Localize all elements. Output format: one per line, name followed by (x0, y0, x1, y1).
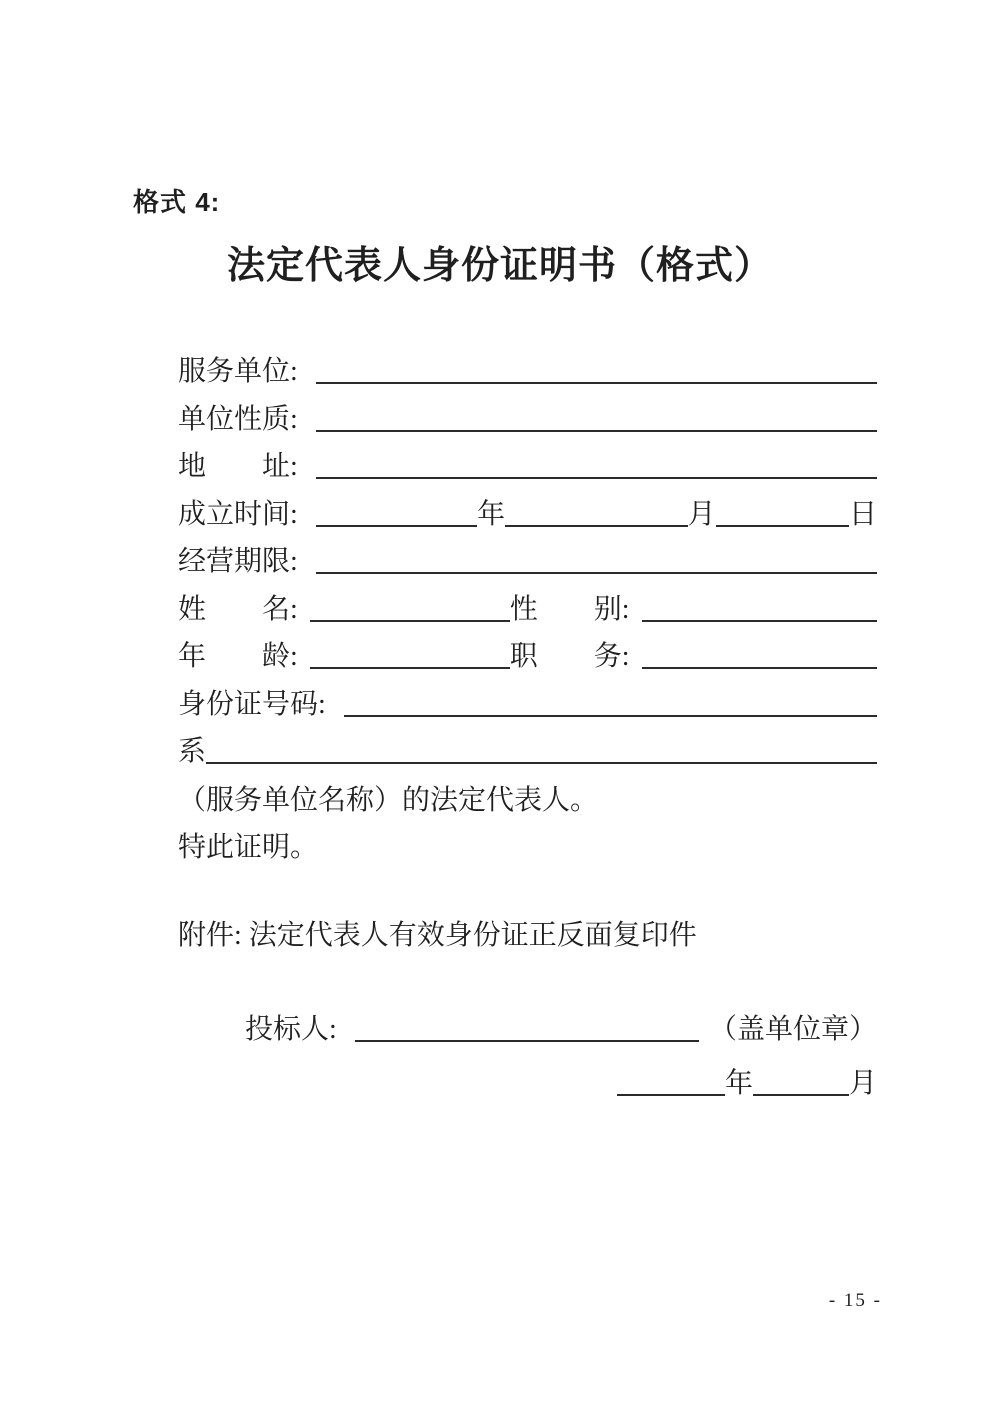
position-label: 职 务: (509, 641, 630, 673)
month-char: 月 (687, 498, 716, 530)
service-unit-row (178, 349, 877, 397)
unit-nature-row (178, 397, 877, 445)
sign-month-char: 月 (848, 1068, 877, 1100)
id-number-blank (344, 715, 877, 717)
service-unit-blank (316, 382, 877, 384)
age-label: 年 龄: (178, 641, 298, 673)
name-gender-row (178, 587, 877, 635)
signature-block (178, 1007, 877, 1111)
gender-label: 性 别: (509, 593, 630, 625)
page-title: 法定代表人身份证明书（格式） (226, 244, 773, 287)
name-label: 姓 名: (178, 593, 298, 625)
unit-nature-blank (316, 430, 877, 432)
year-char: 年 (477, 498, 506, 530)
sign-year-blank (617, 1094, 725, 1096)
legal-rep-note: （服务单位名称）的法定代表人。 (178, 784, 599, 816)
is-blank (206, 762, 877, 764)
certificate-form (178, 349, 877, 959)
day-char: 日 (848, 498, 877, 530)
business-term-label: 经营期限: (178, 546, 298, 578)
gender-blank (642, 620, 877, 622)
address-blank (316, 477, 877, 479)
establish-day-blank (716, 525, 849, 527)
sign-month-blank (753, 1094, 849, 1096)
establish-month-blank (505, 525, 687, 527)
certify-text: 特此证明。 (178, 832, 319, 864)
business-term-blank (316, 572, 877, 574)
seal-note: （盖单位章） (708, 1014, 877, 1046)
sign-date-row (178, 1061, 877, 1111)
bidder-label: 投标人: (245, 1014, 337, 1046)
address-row (178, 444, 877, 492)
sign-year-char: 年 (724, 1068, 753, 1100)
is-char: 系 (178, 736, 207, 768)
address-label: 地 址: (178, 451, 298, 483)
position-blank (642, 667, 877, 669)
is-row (178, 729, 877, 777)
establish-date-label: 成立时间: (178, 498, 298, 530)
id-number-row (178, 682, 877, 730)
establish-date-row (178, 492, 877, 540)
business-term-row (178, 539, 877, 587)
id-number-label: 身份证号码: (178, 688, 326, 720)
age-blank (310, 667, 510, 669)
name-blank (310, 620, 510, 622)
service-unit-label: 服务单位: (178, 356, 298, 388)
establish-year-blank (316, 525, 477, 527)
bidder-row (178, 1007, 877, 1057)
format-label: 格式 4: (133, 187, 221, 217)
unit-nature-label: 单位性质: (178, 403, 298, 435)
age-position-row (178, 634, 877, 682)
page-number: - 15 - (828, 1290, 882, 1311)
attachment-text: 附件: 法定代表人有效身份证正反面复印件 (178, 919, 697, 951)
bidder-blank (355, 1040, 699, 1042)
